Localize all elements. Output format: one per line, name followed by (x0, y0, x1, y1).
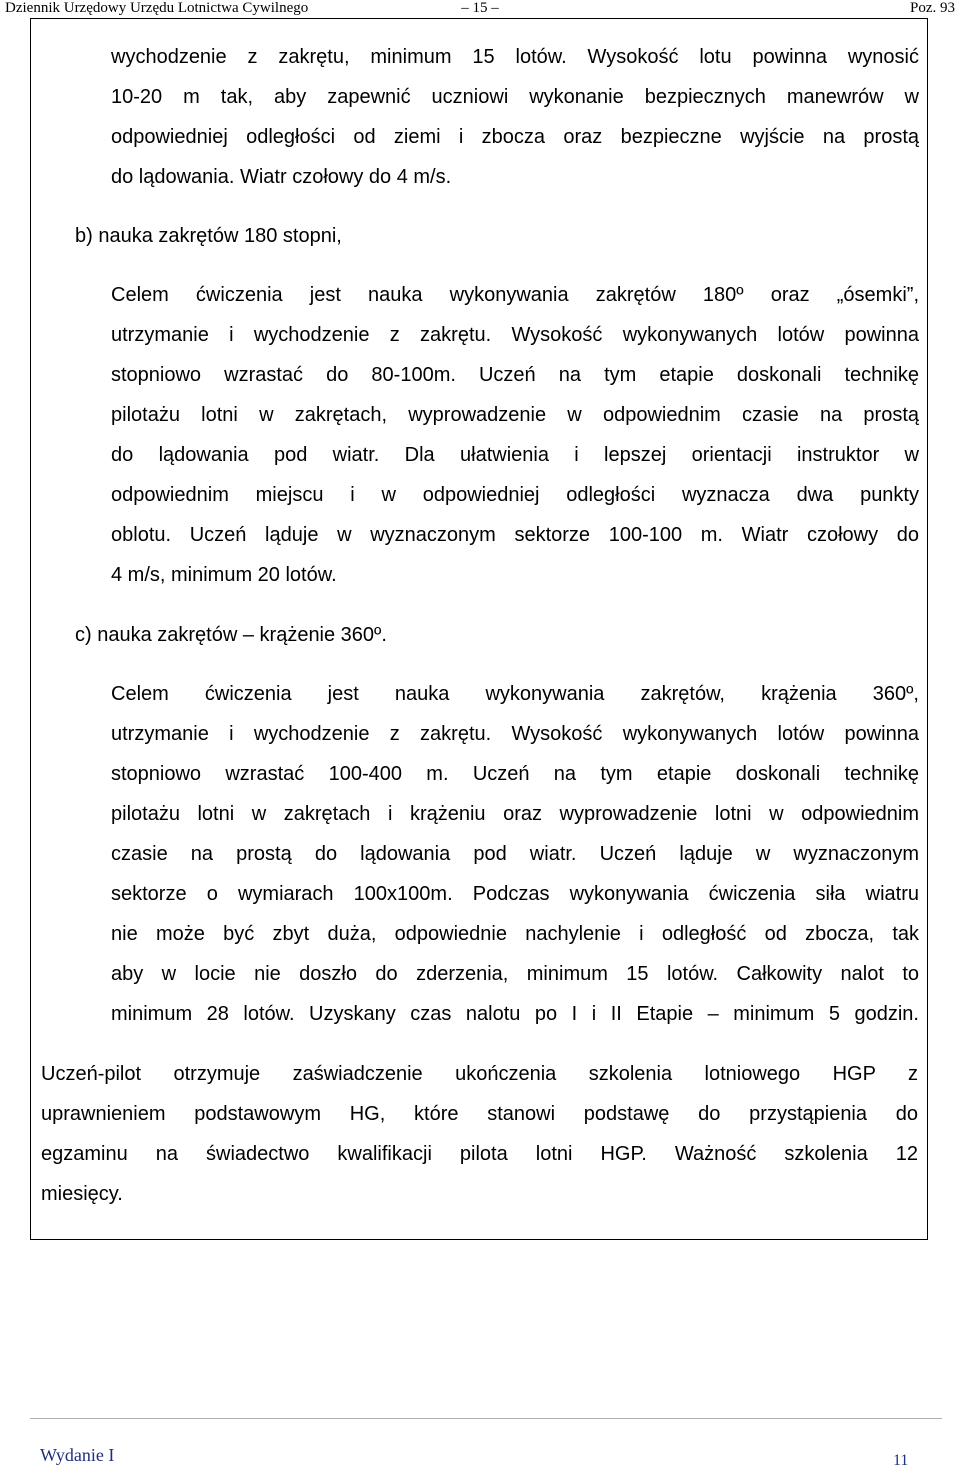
paragraph-line: odpowiednim miejscu i w odpowiedniej odległości wyznacza dwa punkty (111, 484, 919, 506)
paragraph-line: uprawnieniem podstawowym HG, które stanowi podstawę do przystąpienia do (41, 1103, 918, 1125)
section-heading: c) nauka zakrętów – krążenie 360º. (75, 624, 387, 646)
conclusion-paragraph (41, 1054, 918, 1214)
paragraph-line: Celem ćwiczenia jest nauka wykonywania zakrętów 180º oraz „ósemki”, (111, 284, 919, 306)
journal-title: Dziennik Urzędowy Urzędu Lotnictwa Cywilnego (5, 0, 309, 16)
paragraph-line: egzaminu na świadectwo kwalifikacji pilota lotni HGP. Ważność szkolenia 12 (41, 1143, 918, 1165)
paragraph-line: aby w locie nie doszło do zderzenia, minimum 15 lotów. Całkowity nalot to (111, 963, 919, 985)
paragraph-line: wychodzenie z zakrętu, minimum 15 lotów. Wysokość lotu powinna wynosić (111, 46, 919, 68)
paragraph-line: minimum 28 lotów. Uzyskany czas nalotu po I i II Etapie – minimum 5 godzin. (111, 1003, 919, 1025)
paragraph-line: stopniowo wzrastać 100-400 m. Uczeń na tym etapie doskonali technikę (111, 763, 919, 785)
paragraph-line: miesięcy. (41, 1183, 123, 1205)
section-b-heading (75, 216, 775, 256)
paragraph-line: utrzymanie i wychodzenie z zakrętu. Wysokość wykonywanych lotów powinna (111, 324, 919, 346)
paragraph-line: oblotu. Uczeń ląduje w wyznaczonym sektorze 100-100 m. Wiatr czołowy do (111, 524, 919, 546)
paragraph-line: nie może być zbyt duża, odpowiednie nachylenie i odległość od zbocza, tak (111, 923, 919, 945)
paragraph-line: stopniowo wzrastać do 80-100m. Uczeń na tym etapie doskonali technikę (111, 364, 919, 386)
page-marker: – 15 – (461, 0, 499, 16)
paragraph-line: czasie na prostą do lądowania pod wiatr. Uczeń ląduje w wyznaczonym (111, 843, 919, 865)
paragraph-line: pilotażu lotni w zakrętach, wyprowadzenie w odpowiednim czasie na prostą (111, 404, 919, 426)
intro-paragraph (111, 37, 919, 197)
paragraph-line: Celem ćwiczenia jest nauka wykonywania zakrętów, krążenia 360º, (111, 683, 919, 705)
paragraph-line: do lądowania pod wiatr. Dla ułatwienia i lepszej orientacji instruktor w (111, 444, 919, 466)
page-number: 11 (893, 1452, 909, 1469)
paragraph-line: odpowiedniej odległości od ziemi i zbocza oraz bezpieczne wyjście na prostą (111, 126, 919, 148)
paragraph-line: Uczeń-pilot otrzymuje zaświadczenie ukończenia szkolenia lotniowego HGP z (41, 1063, 918, 1085)
paragraph-line: 4 m/s, minimum 20 lotów. (111, 564, 337, 586)
paragraph-line: sektorze o wymiarach 100x100m. Podczas wykonywania ćwiczenia siła wiatru (111, 883, 919, 905)
edition-label: Wydanie I (40, 1445, 115, 1465)
paragraph-line: do lądowania. Wiatr czołowy do 4 m/s. (111, 166, 452, 188)
section-c-paragraph (111, 674, 919, 1034)
paragraph-line: 10-20 m tak, aby zapewnić uczniowi wykonanie bezpiecznych manewrów w (111, 86, 919, 108)
section-heading: b) nauka zakrętów 180 stopni, (75, 225, 342, 247)
footer-divider (30, 1418, 942, 1419)
position-number: Poz. 93 (910, 0, 955, 16)
section-b-paragraph (111, 275, 919, 595)
section-c-heading (75, 615, 775, 655)
paragraph-line: pilotażu lotni w zakrętach i krążeniu oraz wyprowadzenie lotni w odpowiednim (111, 803, 919, 825)
paragraph-line: utrzymanie i wychodzenie z zakrętu. Wysokość wykonywanych lotów powinna (111, 723, 919, 745)
